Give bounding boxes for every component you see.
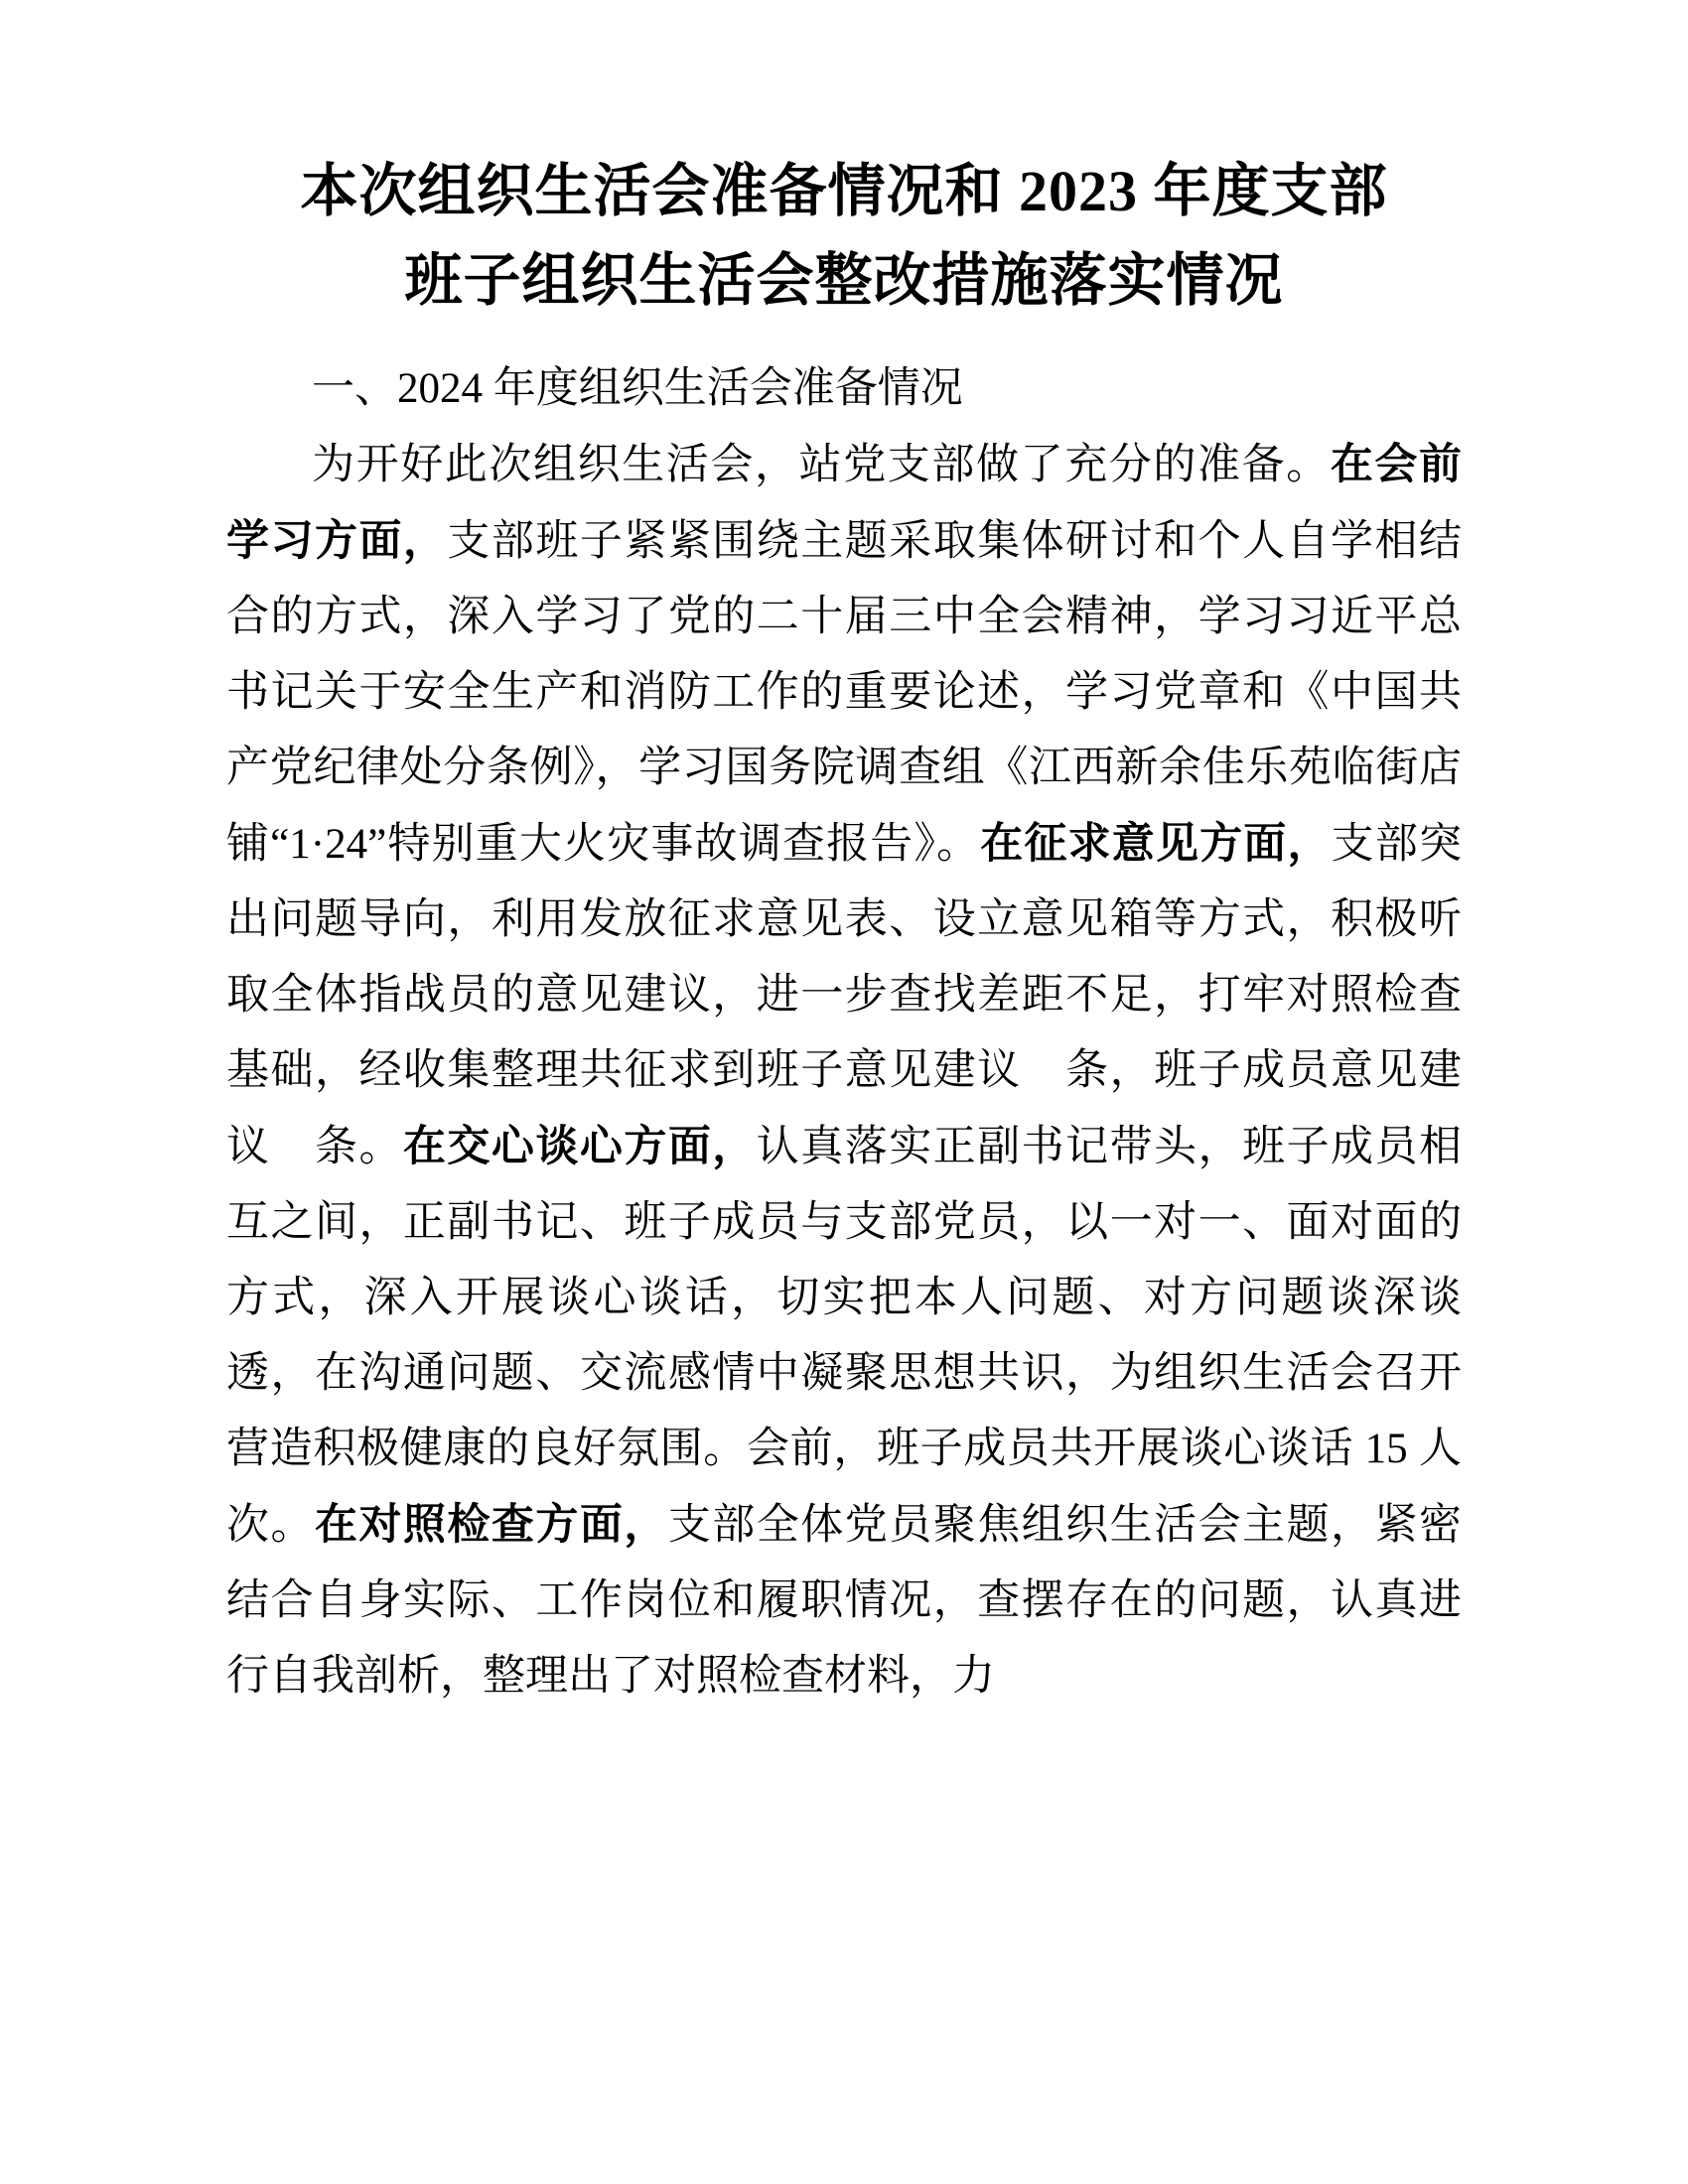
text-run: 认真落实正副书记带头，班子成员相互之间，正副书记、班子成员与支部党员，以一对一、面对面的方式，深入开展谈心谈话，切实把本人问题、对方问题谈深谈透，在沟通问题、交流感情中凝聚思想共识，为组织生活会召开营造积极健康的良好氛围。会前，班子成员共开展谈心谈话 15 人次。: [226, 1123, 1463, 1549]
document-title-line1: 本次组织生活会准备情况和 2023 年度支部: [300, 159, 1388, 223]
paragraph: [226, 351, 1462, 427]
paragraph: [226, 427, 1462, 1714]
text-run: 支部全体党员聚焦组织生活会主题，紧密结合自身实际、工作岗位和履职情况，查摆存在的问题，认真进行自我剖析，整理出了对照检查材料，力: [226, 1501, 1463, 1700]
text-run-bold: 在会前学习方面，: [226, 440, 1463, 565]
text-run-bold: 在征求意见方面，: [980, 819, 1332, 868]
text-run: 支部班子紧紧围绕主题采取集体研讨和个人自学相结合的方式，深入学习了党的二十届三中全会精神，学习习近平总书记关于安全生产和消防工作的重要论述，学习党章和《中国共产党纪律处分条例》，学习国务院调查组《江西新余佳乐苑临街店铺“1·24”特别重大火灾事故调查报告》。: [226, 517, 1463, 868]
text-run: 一、2024 年度组织生活会准备情况: [312, 364, 963, 412]
text-run: 支部突出问题导向，利用发放征求意见表、设立意见箱等方式，积极听取全体指战员的意见建议，进一步查找差距不足，打牢对照检查基础，经收集整理共征求到班子意见建议 条，班子成员意见建议 条。: [226, 820, 1463, 1170]
text-run-bold: 在交心谈心方面，: [402, 1122, 757, 1170]
document-title-line2: 班子组织生活会整改措施落实情况: [404, 247, 1284, 313]
text-run-bold: 在对照检查方面，: [314, 1500, 668, 1549]
text-run: 为开好此次组织生活会，站党支部做了充分的准备。: [312, 441, 1331, 488]
document-body: [226, 351, 1462, 1714]
document-title: [226, 147, 1462, 326]
